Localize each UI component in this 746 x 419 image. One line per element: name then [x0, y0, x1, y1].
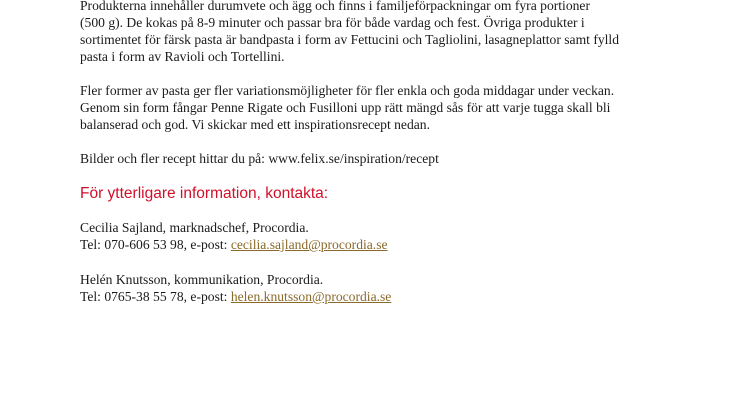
paragraph-line: sortimentet för färsk pasta är bandpasta i form av Fettucini och Tagliolini, lasagneplattor samt fylld: [80, 32, 620, 47]
contact-heading: För ytterligare information, kontakta:: [80, 185, 329, 202]
contact-tel-line: [80, 288, 680, 305]
paragraph-line: balanserad och god. Vi skickar med ett inspirationsrecept nedan.: [80, 117, 430, 132]
contact-tel-line: [80, 236, 680, 253]
paragraph-line: Fler former av pasta ger fler variationsmöjligheter för fler enkla och goda middagar under veckan.: [80, 83, 615, 98]
contact-tel: Tel: 0765-38 55 78, e-post:: [80, 289, 231, 304]
email-link[interactable]: helen.knutsson@procordia.se: [230, 289, 392, 304]
pasta-shapes-paragraph: [80, 82, 680, 133]
product-paragraph: [80, 0, 680, 65]
paragraph-line: Produkterna innehåller durumvete och ägg och finns i familjeförpackningar om fyra portioner: [80, 0, 590, 13]
contact-block: [80, 271, 680, 305]
contact-tel: Tel: 070-606 53 98, e-post:: [80, 237, 231, 252]
paragraph-line: (500 g). De kokas på 8-9 minuter och passar bra för både vardag och fest. Övriga produkter i: [80, 15, 585, 30]
recipe-link-paragraph: [80, 150, 680, 167]
contact-name-line: Cecilia Sajland, marknadschef, Procordia.: [80, 220, 309, 235]
contact-block: [80, 219, 680, 253]
paragraph-line: pasta i form av Ravioli och Tortellini.: [80, 49, 285, 64]
paragraph-line: Genom sin form fångar Penne Rigate och Fusilloni upp rätt mängd sås för att varje tugga skall bli: [80, 100, 611, 115]
contact-name-line: Helén Knutsson, kommunikation, Procordia.: [80, 272, 324, 287]
email-link[interactable]: cecilia.sajland@procordia.se: [230, 237, 388, 252]
paragraph-line: Bilder och fler recept hittar du på: www.felix.se/inspiration/recept: [80, 151, 439, 166]
